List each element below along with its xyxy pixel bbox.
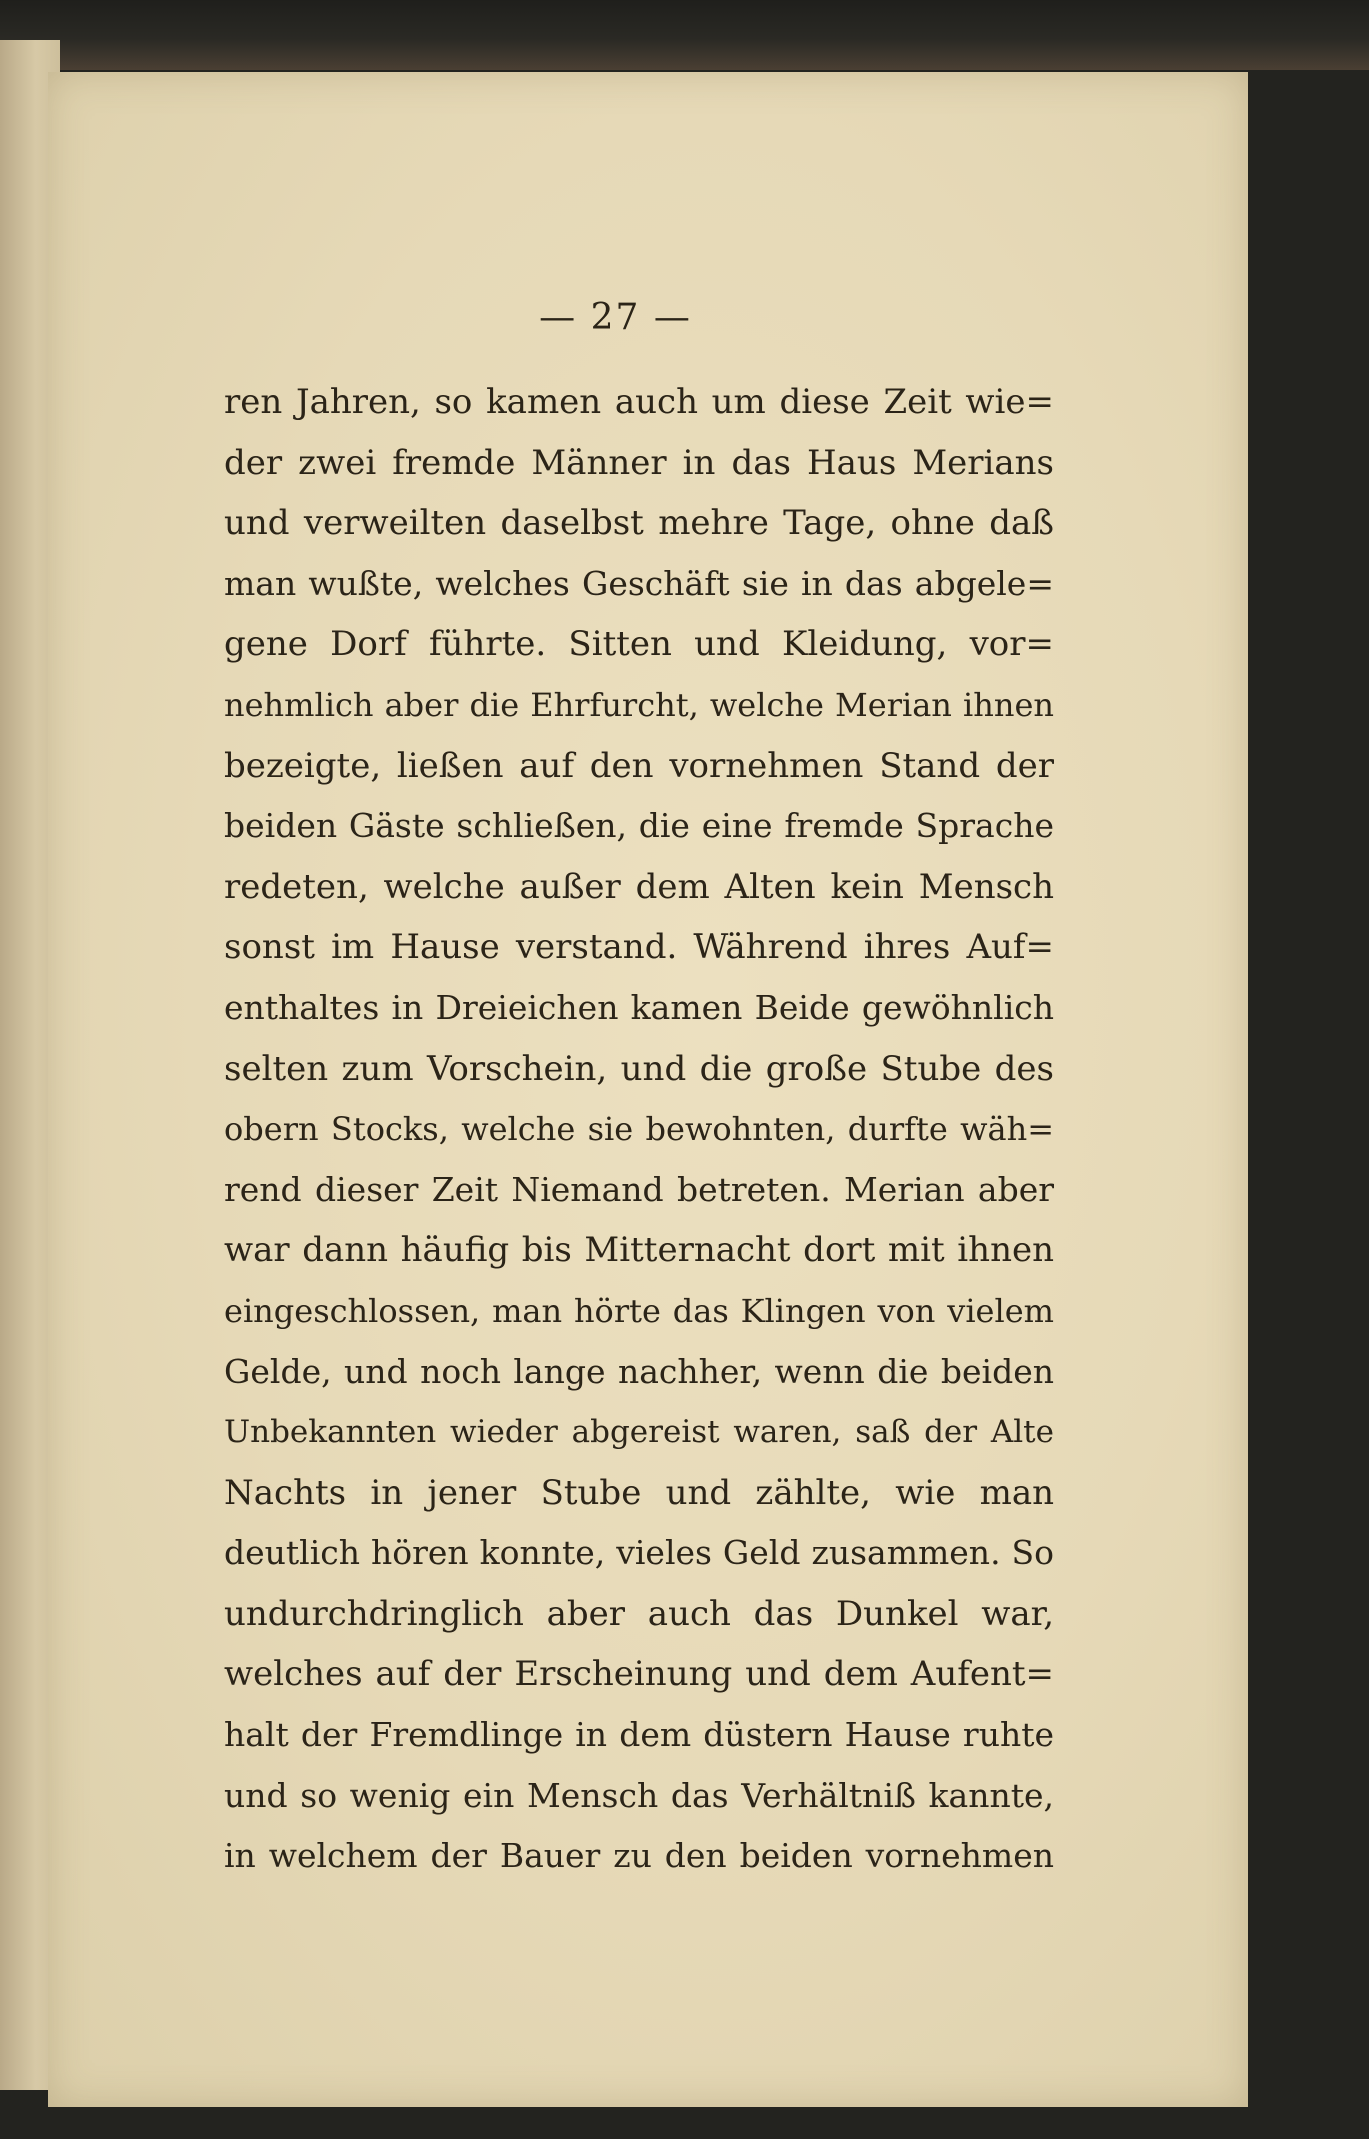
book-page (48, 72, 1248, 2107)
text-line: Gelde, und noch lange nachher, wenn die beiden (224, 1351, 1054, 1391)
text-line: und verweilten daselbst mehre Tage, ohne daß (224, 503, 1054, 544)
text-line: halt der Fremdlinge in dem düstern Hause ruhte (224, 1715, 1054, 1755)
text-line: rend dieser Zeit Niemand betreten. Merian aber (224, 1169, 1054, 1209)
text-line: selten zum Vorschein, und die große Stube des (224, 1048, 1054, 1089)
text-line: bezeigte, ließen auf den vornehmen Stand der (224, 745, 1054, 786)
text-line: sonst im Hause verstand. Während ihres Auf= (224, 927, 1054, 968)
text-line: in welchem der Bauer zu den beiden vornehmen (224, 1836, 1054, 1876)
text-line: gene Dorf führte. Sitten und Kleidung, vor= (224, 624, 1054, 665)
text-line: Unbekannten wieder abgereist waren, saß der Alte (224, 1414, 1054, 1451)
book-top-edge (0, 0, 1369, 70)
text-line: war dann häufig bis Mitternacht dort mit ihnen (224, 1230, 1054, 1271)
text-line: eingeschlossen, man hörte das Klingen von vielem (224, 1291, 1054, 1330)
text-line: redeten, welche außer dem Alten kein Mensch (224, 866, 1054, 907)
text-line: welches auf der Erscheinung und dem Aufent= (224, 1654, 1054, 1695)
text-line: Nachts in jener Stube und zählte, wie man (224, 1472, 1054, 1513)
text-line: ren Jahren, so kamen auch um diese Zeit wie= (224, 382, 1054, 422)
text-line: der zwei fremde Männer in das Haus Merians (224, 442, 1054, 483)
text-line: nehmlich aber die Ehrfurcht, welche Merian ihnen (224, 685, 1054, 724)
text-line: obern Stocks, welche sie bewohnten, durfte wäh= (224, 1110, 1054, 1149)
text-line: deutlich hören konnte, vieles Geld zusammen. So (224, 1533, 1054, 1573)
text-line: undurchdringlich aber auch das Dunkel war, (224, 1593, 1054, 1634)
page-body-text (224, 372, 1054, 1887)
page-number: — 27 — (539, 297, 692, 338)
text-line: man wußte, welches Geschäft sie in das abgele= (224, 563, 1054, 603)
text-line: und so wenig ein Mensch das Verhältniß kannte, (224, 1775, 1054, 1815)
text-line: beiden Gäste schließen, die eine fremde Sprache (224, 806, 1054, 846)
text-line: enthaltes in Dreieichen kamen Beide gewöhnlich (224, 987, 1054, 1027)
